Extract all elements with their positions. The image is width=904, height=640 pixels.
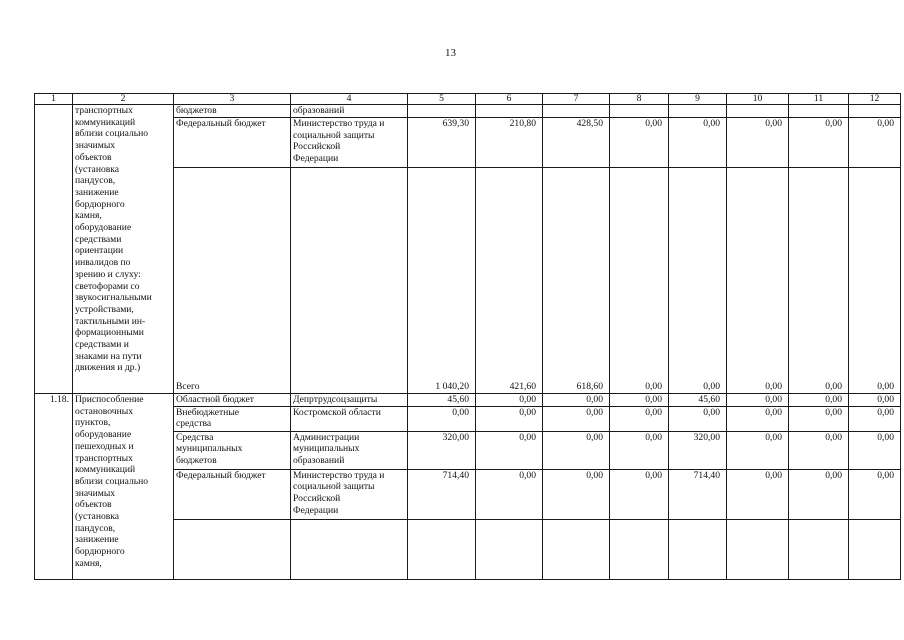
program-table xyxy=(34,93,901,580)
text-line: вблизи социально xyxy=(75,128,149,140)
column-number: 2 xyxy=(73,94,174,105)
total-value-cell: 0,00 xyxy=(789,168,849,394)
item-description xyxy=(73,394,174,580)
value-cell: 0,00 xyxy=(727,394,789,407)
text-line: пандусов, xyxy=(75,522,116,534)
value-cell: 0,00 xyxy=(476,469,543,519)
text-line: светофорами со xyxy=(75,280,140,292)
text-line: (установка xyxy=(75,163,120,175)
text-line: Министерство труда и xyxy=(293,469,385,481)
text-line: оборудование xyxy=(75,222,132,234)
value-cell: 0,00 xyxy=(789,431,849,469)
text-line: вблизи социально xyxy=(75,475,149,487)
funding-source: Федеральный бюджет xyxy=(174,118,291,168)
text-line: инвалидов по xyxy=(75,257,131,269)
text-line: Средства xyxy=(176,431,214,443)
value-cell: 0,00 xyxy=(727,431,789,469)
text-line: бордюрного xyxy=(75,546,125,558)
column-number: 5 xyxy=(408,94,476,105)
total-value-cell: 618,60 xyxy=(543,168,610,394)
text-line: звукосигнальными xyxy=(75,292,152,304)
text-line: Министерство труда и xyxy=(293,118,385,129)
value-cell: 0,00 xyxy=(610,469,669,519)
executor xyxy=(291,431,408,469)
column-number: 4 xyxy=(291,94,408,105)
text-line: зрению и слуху: xyxy=(75,268,141,280)
text-line: Федерации xyxy=(293,153,339,165)
value-cell: 0,00 xyxy=(476,394,543,407)
text-line: бюджетов xyxy=(176,455,217,467)
column-number: 6 xyxy=(476,94,543,105)
value-cell: 0,00 xyxy=(727,469,789,519)
text-line: Федерации xyxy=(293,504,339,516)
value-cell: 0,00 xyxy=(543,406,610,431)
column-number: 12 xyxy=(849,94,901,105)
value-cell: 0,00 xyxy=(543,431,610,469)
text-line: транспортных xyxy=(75,105,133,116)
text-line: муниципальных xyxy=(176,443,243,455)
text-line: занижение xyxy=(75,186,119,198)
total-value-cell: 0,00 xyxy=(727,168,789,394)
funding-source: Федеральный бюджет xyxy=(174,469,291,519)
value-cell: 0,00 xyxy=(849,431,901,469)
value-cell: 0,00 xyxy=(727,406,789,431)
value-cell: 0,00 xyxy=(408,406,476,431)
item-code: 1.18. xyxy=(35,394,73,580)
text-line: ориентации xyxy=(75,245,124,257)
value-cell: 0,00 xyxy=(610,118,669,168)
value-cell: 0,00 xyxy=(476,406,543,431)
text-line: пандусов, xyxy=(75,175,116,187)
value-cell: 0,00 xyxy=(543,469,610,519)
text-line: формационными xyxy=(75,327,144,339)
text-line: Российской xyxy=(293,141,341,153)
value-cell: 0,00 xyxy=(727,118,789,168)
executor xyxy=(291,469,408,519)
text-line: средства xyxy=(176,418,212,430)
text-line: камня, xyxy=(75,557,102,569)
item-code-cell xyxy=(35,105,73,394)
column-number: 3 xyxy=(174,94,291,105)
text-line: знаками на пути xyxy=(75,350,142,362)
value-cell: 320,00 xyxy=(669,431,727,469)
column-number: 9 xyxy=(669,94,727,105)
total-value-cell: 0,00 xyxy=(610,168,669,394)
value-cell: 0,00 xyxy=(543,394,610,407)
executor xyxy=(291,118,408,168)
executor: Костромской области xyxy=(291,406,408,431)
text-line: коммуникаций xyxy=(75,116,136,128)
text-line: муниципальных xyxy=(293,443,360,455)
total-value-cell: 421,60 xyxy=(476,168,543,394)
text-line: движения и др.) xyxy=(75,362,141,374)
column-number: 1 xyxy=(35,94,73,105)
text-line: Российской xyxy=(293,493,341,505)
funding-source: Областной бюджет xyxy=(174,394,291,407)
column-number: 11 xyxy=(789,94,849,105)
value-cell: 0,00 xyxy=(669,406,727,431)
value-cell: 320,00 xyxy=(408,431,476,469)
text-line: коммуникаций xyxy=(75,464,136,476)
funding-source: Всего xyxy=(174,168,291,394)
text-line: (установка xyxy=(75,511,120,523)
value-cell: 0,00 xyxy=(610,406,669,431)
value-cell: 428,50 xyxy=(543,118,610,168)
funding-source: бюджетов xyxy=(174,105,291,118)
table-row xyxy=(35,394,901,407)
funding-source xyxy=(174,406,291,431)
text-line: пунктов, xyxy=(75,417,111,429)
text-line: устройствами, xyxy=(75,303,134,315)
text-line: Внебюджетные xyxy=(176,406,240,418)
text-line: транспортных xyxy=(75,452,133,464)
column-number: 10 xyxy=(727,94,789,105)
text-line: средствами xyxy=(75,233,122,245)
executor: образований xyxy=(291,105,408,118)
text-line: Администрации xyxy=(293,431,360,443)
value-cell: 0,00 xyxy=(789,394,849,407)
table-row xyxy=(35,105,901,118)
value-cell: 0,00 xyxy=(849,406,901,431)
value-cell: 0,00 xyxy=(789,118,849,168)
total-value-cell: 0,00 xyxy=(849,168,901,394)
value-cell: 0,00 xyxy=(476,431,543,469)
text-line: тактильными ин- xyxy=(75,315,146,327)
value-cell: 0,00 xyxy=(849,118,901,168)
value-cell: 0,00 xyxy=(789,469,849,519)
value-cell: 0,00 xyxy=(789,406,849,431)
text-line: образований xyxy=(293,455,345,467)
text-line: оборудование xyxy=(75,429,132,441)
text-line: социальной защиты xyxy=(293,481,375,493)
value-cell: 0,00 xyxy=(849,394,901,407)
value-cell: 0,00 xyxy=(849,469,901,519)
text-line: значимых xyxy=(75,487,116,499)
value-cell: 714,40 xyxy=(408,469,476,519)
text-line: камня, xyxy=(75,210,102,222)
funding-source xyxy=(174,431,291,469)
value-cell: 0,00 xyxy=(610,431,669,469)
column-number-row xyxy=(35,94,901,105)
text-line: бордюрного xyxy=(75,198,125,210)
value-cell: 0,00 xyxy=(669,118,727,168)
item-description xyxy=(73,105,174,394)
value-cell: 45,60 xyxy=(408,394,476,407)
text-line: социальной защиты xyxy=(293,129,375,141)
value-cell: 0,00 xyxy=(610,394,669,407)
text-line: пешеходных и xyxy=(75,440,134,452)
executor: Депртрудсоцзащиты xyxy=(291,394,408,407)
text-line: занижение xyxy=(75,534,119,546)
column-number: 7 xyxy=(543,94,610,105)
total-value-cell: 1 040,20 xyxy=(408,168,476,394)
value-cell: 210,80 xyxy=(476,118,543,168)
page-number: 13 xyxy=(445,47,456,59)
column-number: 8 xyxy=(610,94,669,105)
text-line: объектов xyxy=(75,499,112,511)
text-line: значимых xyxy=(75,140,116,152)
value-cell: 714,40 xyxy=(669,469,727,519)
value-cell: 45,60 xyxy=(669,394,727,407)
text-line: средствами и xyxy=(75,339,129,351)
text-line: Приспособление xyxy=(75,394,144,405)
total-value-cell: 0,00 xyxy=(669,168,727,394)
text-line: объектов xyxy=(75,151,112,163)
value-cell: 639,30 xyxy=(408,118,476,168)
text-line: остановочных xyxy=(75,405,134,417)
